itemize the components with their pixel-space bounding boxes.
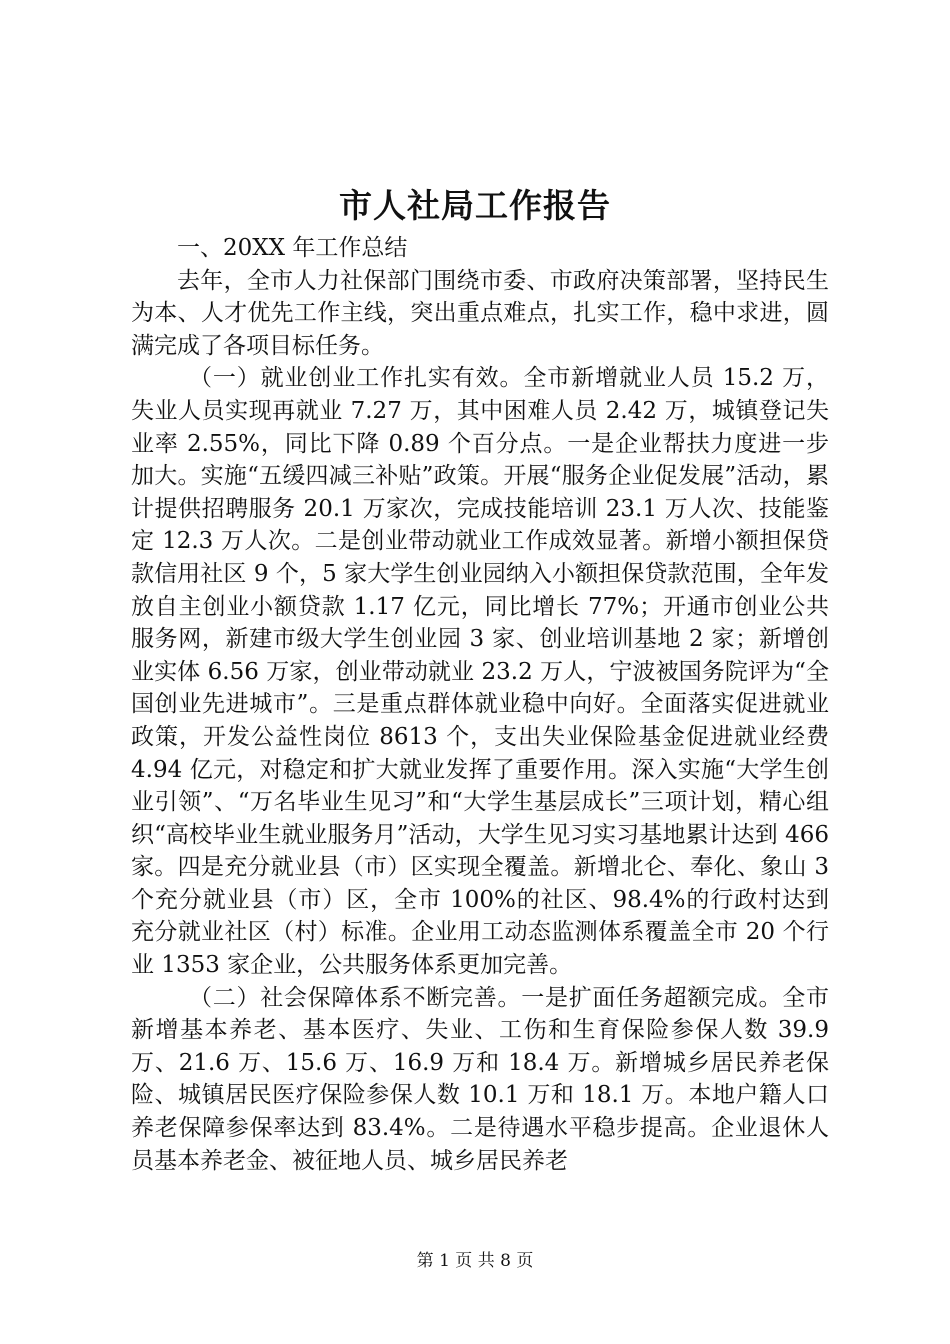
paragraph-intro: 去年，全市人力社保部门围绕市委、市政府决策部署，坚持民生为本、人才优先工作主线，突出重点难点，扎实工作，稳中求进，圆满完成了各项目标任务。 (131, 267, 829, 359)
document-body (131, 232, 829, 1177)
document-title: 市人社局工作报告 (339, 186, 611, 225)
paragraph-employment: （一）就业创业工作扎实有效。全市新增就业人员 15.2 万，失业人员实现再就业 7.27 万，其中困难人员 2.42 万，城镇登记失业率 2.55%，同比下降 0.89 个百分点。一是企业帮扶力度进一步加大。实施“五缓四减三补贴”政策。开展“服务企业促发展”活动，累计提供招聘服务 20.1 万家次，完成技能培训 23.1 万人次、技能鉴定 12.3 万人次。二是创业带动就业工作成效显著。新增小额担保贷款信用社区 9 个，5 家大学生创业园纳入小额担保贷款范围，全年发放自主创业小额贷款 1.17 亿元，同比增长 77%；开通市创业公共服务网，新建市级大学生创业园 3 家、创业培训基地 2 家；新增创业实体 6.56 万家，创业带动就业 23.2 万人，宁波被国务院评为“全国创业先进城市”。三是重点群体就业稳中向好。全面落实促进就业政策，开发公益性岗位 8613 个，支出失业保险基金促进就业经费 4.94 亿元，对稳定和扩大就业发挥了重要作用。深入实施“大学生创业引领”、“万名毕业生见习”和“大学生基层成长”三项计划，精心组织“高校毕业生就业服务月”活动，大学生见习实习基地累计达到 466 家。四是充分就业县（市）区实现全覆盖。新增北仑、奉化、象山 3 个充分就业县（市）区，全市 100%的社区、98.4%的行政村达到充分就业社区（村）标准。企业用工动态监测体系覆盖全市 20 个行业 1353 家企业，公共服务体系更加完善。 (131, 365, 829, 979)
section-heading: 一、20XX 年工作总结 (177, 235, 408, 261)
paragraph-social-security: （二）社会保障体系不断完善。一是扩面任务超额完成。全市新增基本养老、基本医疗、失业、工伤和生育保险参保人数 39.9 万、21.6 万、15.6 万、16.9 万和 18.4 万。新增城乡居民养老保险、城镇居民医疗保险参保人数 10.1 万和 18.1 万。本地户籍人口养老保障参保率达到 83.4%。二是待遇水平稳步提高。企业退休人员基本养老金、被征地人员、城乡居民养老 (131, 984, 829, 1174)
page-footer: 第 1 页 共 8 页 (416, 1251, 534, 1271)
